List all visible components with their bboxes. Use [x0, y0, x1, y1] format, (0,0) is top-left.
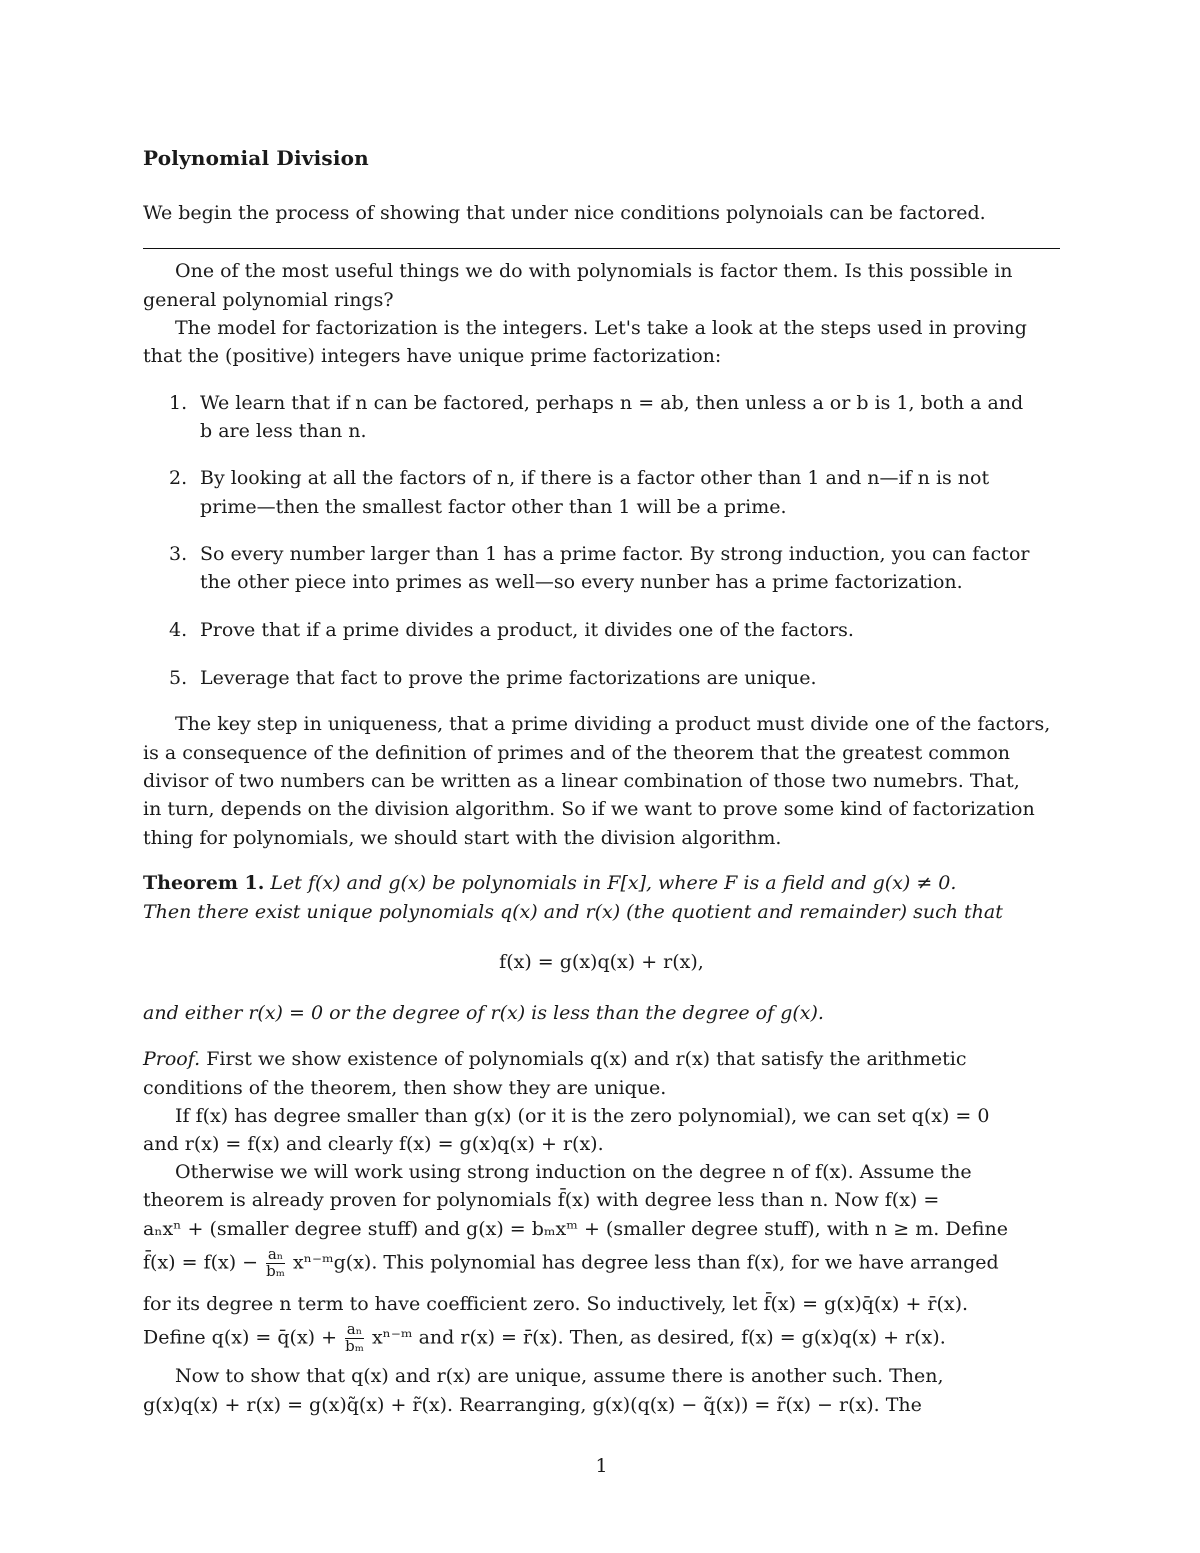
key-line-1: The key step in uniqueness, that a prime dividing a product must divide one of the factors,: [175, 713, 1051, 735]
list-item-number: 1.: [169, 392, 188, 414]
list-item-text: So every number larger than 1 has a prime factor. By strong induction, you can factor: [200, 543, 1030, 565]
fraction: [266, 1247, 285, 1280]
proof-line-12: g(x)q(x) + r(x) = g(x)q̃(x) + r̃(x). Rearranging, g(x)(q(x) − q̃(x)) = r̃(x) − r(x). The: [143, 1394, 922, 1416]
proof-line-5: Otherwise we will work using strong induction on the degree n of f(x). Assume the: [175, 1161, 972, 1183]
proof-text: f̄(x) = f(x) −: [143, 1251, 259, 1274]
intro-line-2: general polynomial rings?: [143, 289, 394, 311]
list-item-text: We learn that if n can be factored, perhaps n = ab, then unless a or b is 1, both a and: [200, 392, 1024, 414]
proof-line-2: conditions of the theorem, then show they are unique.: [143, 1077, 667, 1099]
proof-text: First we show existence of polynomials q(x) and r(x) that satisfy the arithmetic: [206, 1048, 967, 1070]
abstract: We begin the process of showing that under nice conditions polynoials can be factored.: [143, 202, 986, 224]
proof-line-4: and r(x) = f(x) and clearly f(x) = g(x)q(x) + r(x).: [143, 1133, 604, 1155]
list-item-number: 2.: [169, 467, 188, 489]
list-item-text: the other piece into primes as well—so every nunber has a prime factorization.: [200, 571, 963, 593]
theorem-equation: f(x) = g(x)q(x) + r(x),: [499, 951, 704, 973]
proof-line-6: theorem is already proven for polynomials f̄(x) with degree less than n. Now f(x) =: [143, 1189, 940, 1211]
fraction-denominator: bₘ: [266, 1261, 285, 1280]
proof-line-10: [143, 1322, 946, 1355]
list-item-number: 4.: [169, 619, 188, 641]
key-line-5: thing for polynomials, we should start with the division algorithm.: [143, 827, 782, 849]
proof-line-8: [143, 1247, 999, 1280]
page-number: 1: [595, 1455, 608, 1477]
proof-label: Proof.: [143, 1048, 201, 1070]
page-title: Polynomial Division: [143, 146, 369, 170]
proof-line-9: for its degree n term to have coefficient zero. So inductively, let f̄(x) = g(x)q̄(x) + r̄(x).: [143, 1293, 969, 1315]
proof-line-1: [143, 1050, 966, 1069]
theorem-line-1: [143, 874, 956, 893]
list-item-text: prime—then the smallest factor other than 1 will be a prime.: [200, 496, 787, 518]
theorem-text: Let f(x) and g(x) be polynomials in F[x], where F is a field and g(x) ≠ 0.: [270, 872, 957, 894]
list-item-number: 5.: [169, 667, 188, 689]
fraction-numerator: aₙ: [346, 1320, 363, 1338]
list-item-text: Leverage that fact to prove the prime factorizations are unique.: [200, 667, 817, 689]
list-item-text: b are less than n.: [200, 420, 367, 442]
key-line-3: divisor of two numbers can be written as a linear combination of those two numebrs. That,: [143, 770, 1020, 792]
key-line-2: is a consequence of the definition of primes and of the theorem that the greatest common: [143, 742, 1011, 764]
fraction-numerator: aₙ: [267, 1245, 284, 1263]
theorem-label: Theorem 1.: [143, 872, 265, 894]
theorem-line-2: Then there exist unique polynomials q(x) and r(x) (the quotient and remainder) such that: [143, 901, 1003, 923]
proof-text: Define q(x) = q̄(x) +: [143, 1326, 338, 1349]
list-item-number: 3.: [169, 543, 188, 565]
intro-line-4: that the (positive) integers have unique prime factorization:: [143, 345, 722, 367]
list-item-text: Prove that if a prime divides a product, it divides one of the factors.: [200, 619, 854, 641]
proof-text: xⁿ⁻ᵐ and r(x) = r̄(x). Then, as desired, f(x) = g(x)q(x) + r(x).: [371, 1326, 946, 1349]
proof-line-11: Now to show that q(x) and r(x) are unique, assume there is another such. Then,: [175, 1365, 944, 1387]
fraction-denominator: bₘ: [345, 1336, 364, 1355]
proof-text: xⁿ⁻ᵐg(x). This polynomial has degree less than f(x), for we have arranged: [293, 1251, 999, 1274]
key-line-4: in turn, depends on the division algorithm. So if we want to prove some kind of factorization: [143, 798, 1035, 820]
list-item-text: By looking at all the factors of n, if there is a factor other than 1 and n—if n is not: [200, 467, 990, 489]
fraction: [345, 1322, 364, 1355]
proof-line-7: aₙxⁿ + (smaller degree stuff) and g(x) = bₘxᵐ + (smaller degree stuff), with n ≥ m. Define: [143, 1218, 1008, 1240]
intro-line-3: The model for factorization is the integers. Let's take a look at the steps used in proving: [175, 317, 1027, 339]
horizontal-rule: [143, 248, 1060, 249]
theorem-line-3: and either r(x) = 0 or the degree of r(x) is less than the degree of g(x).: [143, 1002, 824, 1024]
proof-line-3: If f(x) has degree smaller than g(x) (or it is the zero polynomial), we can set q(x) = 0: [175, 1105, 990, 1127]
intro-line-1: One of the most useful things we do with polynomials is factor them. Is this possible in: [175, 260, 1013, 282]
